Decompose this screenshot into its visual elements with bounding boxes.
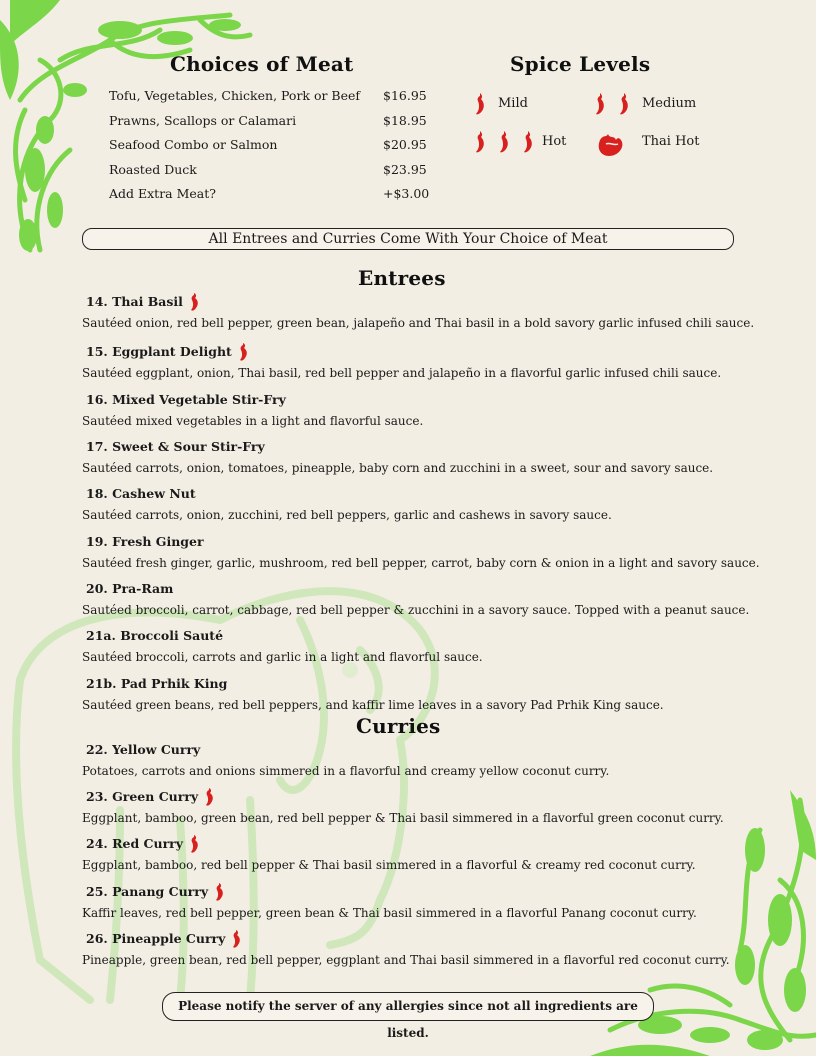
menu-item-title: 22. Yellow Curry	[86, 742, 201, 757]
chili-pepper-icon	[231, 929, 243, 949]
chili-pepper-icon	[238, 342, 250, 362]
menu-item-title: 14. Thai Basil	[86, 294, 183, 309]
spice-label: Medium	[642, 96, 697, 111]
menu-item-description: Pineapple, green bean, red bell pepper, eggplant and Thai basil simmered in a flavorful red coconut curry.	[82, 953, 730, 967]
flaming-chili-icon	[594, 130, 628, 156]
chili-pepper-icon	[189, 834, 201, 854]
menu-item-description: Kaffir leaves, red bell pepper, green bean & Thai basil simmered in a flavorful Panang coconut curry.	[82, 906, 697, 920]
menu-item	[82, 834, 772, 873]
meat-row	[109, 137, 427, 155]
menu-item-description: Potatoes, carrots and onions simmered in a flavorful and creamy yellow coconut curry.	[82, 764, 610, 778]
menu-item	[82, 532, 772, 571]
menu-item-title: 16. Mixed Vegetable Stir-Fry	[86, 392, 286, 407]
menu-item	[82, 674, 772, 713]
menu-item-title: 26. Pineapple Curry	[86, 931, 226, 946]
meat-name: Prawns, Scallops or Calamari	[109, 113, 297, 128]
meat-price: $16.95	[383, 88, 427, 103]
spice-label: Mild	[498, 96, 528, 111]
menu-item	[82, 740, 772, 779]
spice-label: Thai Hot	[642, 134, 700, 149]
menu-item-description: Sautéed eggplant, onion, Thai basil, red bell pepper and jalapeño in a flavorful garlic infused chili sauce.	[82, 366, 722, 380]
menu-item	[82, 484, 772, 523]
menu-item	[82, 390, 772, 429]
meat-name: Seafood Combo or Salmon	[109, 137, 278, 152]
menu-item-description: Sautéed onion, red bell pepper, green bean, jalapeño and Thai basil in a bold savory garlic infused chili sauce.	[82, 316, 755, 330]
menu-item	[82, 437, 772, 476]
meat-price: $20.95	[383, 137, 427, 152]
allergy-notice: Please notify the server of any allergies since not all ingredients are listed.	[162, 992, 654, 1021]
meat-choice-banner: All Entrees and Curries Come With Your Choice of Meat	[82, 228, 734, 250]
menu-item	[82, 342, 772, 381]
menu-item	[82, 579, 772, 618]
menu-item-title: 18. Cashew Nut	[86, 486, 196, 501]
menu-item-title: 20. Pra-Ram	[86, 581, 174, 596]
meat-row	[109, 88, 427, 106]
menu-item	[82, 882, 772, 921]
menu-item-title: 15. Eggplant Delight	[86, 344, 232, 359]
menu-item-description: Eggplant, bamboo, red bell pepper & Thai basil simmered in a flavorful & creamy red coconut curry.	[82, 858, 696, 872]
entrees-heading: Entrees	[358, 266, 446, 290]
meat-row	[109, 162, 427, 180]
meat-name: Add Extra Meat?	[109, 186, 216, 201]
menu-item-description: Sautéed carrots, onion, zucchini, red bell peppers, garlic and cashews in savory sauce.	[82, 508, 612, 522]
spice-level-mild	[474, 92, 584, 118]
spice-level-hot	[474, 130, 584, 156]
menu-item-title: 25. Panang Curry	[86, 884, 209, 899]
menu-item-title: 21b. Pad Prhik King	[86, 676, 228, 691]
menu-item	[82, 626, 772, 665]
meat-name: Roasted Duck	[109, 162, 197, 177]
menu-item-title: 17. Sweet & Sour Stir-Fry	[86, 439, 265, 454]
chili-pepper-icon	[594, 92, 642, 118]
menu-item-description: Sautéed mixed vegetables in a light and flavorful sauce.	[82, 414, 424, 428]
spice-label: Hot	[542, 134, 567, 149]
meat-name: Tofu, Vegetables, Chicken, Pork or Beef	[109, 88, 361, 103]
menu-item	[82, 292, 772, 331]
menu-item-description: Sautéed broccoli, carrot, cabbage, red bell pepper & zucchini in a savory sauce. Topped with a peanut sauce.	[82, 603, 750, 617]
meat-price: $23.95	[383, 162, 427, 177]
meat-choices-heading: Choices of Meat	[170, 52, 354, 76]
chili-pepper-icon	[474, 92, 498, 118]
spice-level-medium	[594, 92, 714, 118]
menu-item-description: Sautéed carrots, onion, tomatoes, pineapple, baby corn and zucchini in a sweet, sour and savory sauce.	[82, 461, 714, 475]
menu-item-description: Sautéed fresh ginger, garlic, mushroom, red bell pepper, carrot, baby corn & onion in a light and savory sauce.	[82, 556, 760, 570]
meat-price: +$3.00	[383, 186, 430, 201]
meat-row	[109, 113, 427, 131]
chili-pepper-icon	[204, 787, 216, 807]
curries-heading: Curries	[356, 714, 441, 738]
menu-item-title: 23. Green Curry	[86, 789, 199, 804]
menu-item-description: Sautéed broccoli, carrots and garlic in a light and flavorful sauce.	[82, 650, 483, 664]
menu-item	[82, 787, 772, 826]
menu-item-description: Sautéed green beans, red bell peppers, and kaffir lime leaves in a savory Pad Prhik King sauce.	[82, 698, 664, 712]
spice-levels-heading: Spice Levels	[510, 52, 651, 76]
menu-item-title: 19. Fresh Ginger	[86, 534, 204, 549]
chili-pepper-icon	[214, 882, 226, 902]
menu-item-title: 24. Red Curry	[86, 836, 184, 851]
menu-item-title: 21a. Broccoli Sauté	[86, 628, 224, 643]
chili-pepper-icon	[474, 130, 546, 156]
meat-price: $18.95	[383, 113, 427, 128]
meat-row	[109, 186, 430, 204]
chili-pepper-icon	[189, 292, 201, 312]
menu-item-description: Eggplant, bamboo, green bean, red bell pepper & Thai basil simmered in a flavorful green coconut curry.	[82, 811, 724, 825]
menu-item	[82, 929, 772, 968]
spice-level-thai-hot	[594, 130, 714, 156]
